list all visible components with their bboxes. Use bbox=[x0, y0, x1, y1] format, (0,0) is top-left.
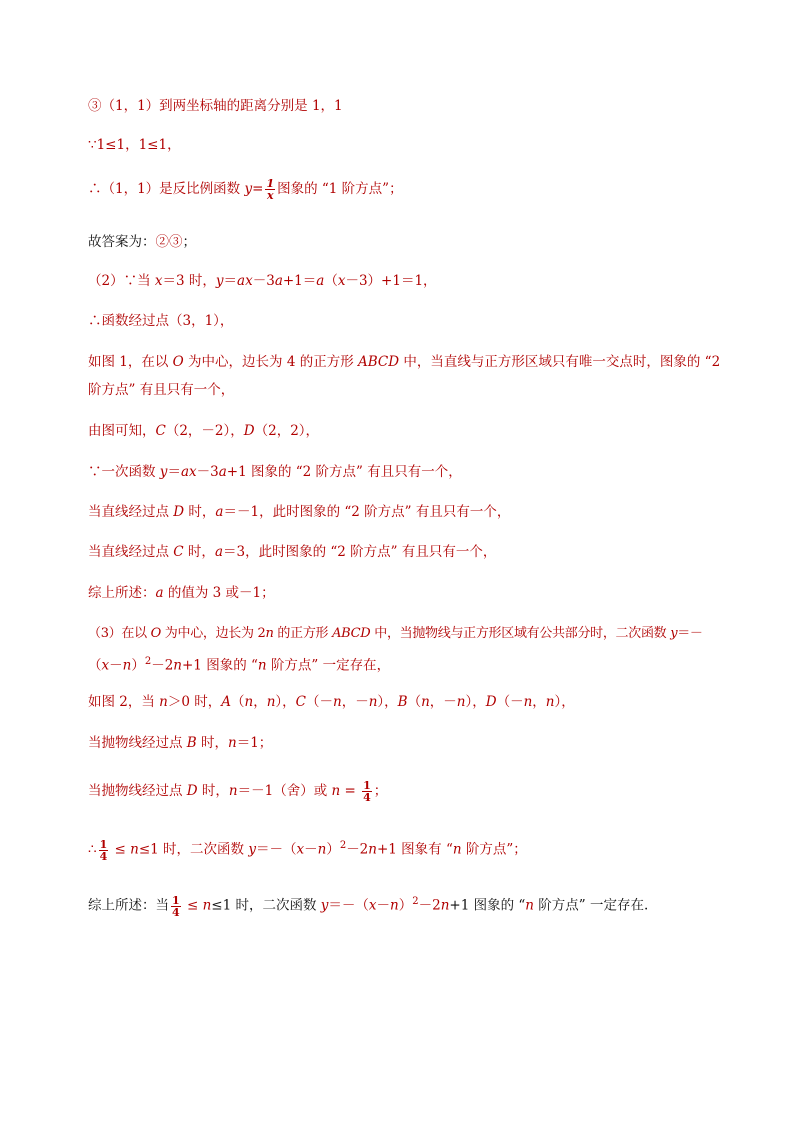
var-n: n bbox=[390, 897, 399, 914]
line-text: 当抛物线经过点 bbox=[88, 735, 187, 751]
line-text: （－ bbox=[496, 694, 524, 710]
var-n: n bbox=[173, 657, 182, 674]
line-text: ＝1； bbox=[236, 735, 273, 751]
var-n: n bbox=[130, 841, 139, 858]
line-text: －2 bbox=[418, 897, 441, 914]
equals-sign: = bbox=[252, 181, 264, 197]
fraction bbox=[171, 895, 181, 918]
line-text: （2，2）， bbox=[254, 423, 320, 439]
answer-line-answer bbox=[88, 232, 196, 252]
line-text: +1 图象的 “ bbox=[449, 897, 526, 914]
var-a: a bbox=[155, 585, 164, 601]
answer-line-through-D2 bbox=[88, 780, 387, 803]
line-text: 时， bbox=[196, 735, 229, 751]
line-text: 综上所述： bbox=[88, 585, 156, 601]
line-text: ）， bbox=[275, 694, 296, 710]
var-n: n bbox=[317, 841, 327, 858]
line-text: 阶方点” 有且只有一个， bbox=[88, 382, 235, 398]
answer-line-part3 bbox=[88, 624, 703, 644]
var-a: a bbox=[214, 544, 223, 560]
var-n: n bbox=[440, 897, 450, 914]
line-text: 阶方点” 一定存在. bbox=[533, 897, 649, 914]
line-text: ＝ bbox=[223, 273, 238, 289]
line-text: ； bbox=[182, 234, 196, 250]
var-a: a bbox=[316, 273, 325, 289]
line-text: 为中心，边长为 4 的正方形 bbox=[183, 354, 359, 370]
line-text: 时， bbox=[183, 544, 215, 560]
var-n: n bbox=[159, 694, 168, 710]
fraction-numerator: 1 bbox=[99, 837, 108, 851]
var-D: D bbox=[186, 783, 198, 799]
line-text: ≤1 时，二次函数 bbox=[138, 841, 249, 858]
exponent: 2 bbox=[144, 656, 152, 667]
var-x: x bbox=[101, 657, 110, 674]
line-text: ） bbox=[131, 657, 145, 674]
circled-number-3: ③ bbox=[88, 98, 102, 114]
line-text: ∴ bbox=[88, 841, 97, 858]
answer-line-summary-a bbox=[88, 583, 275, 603]
line-text: ＝－1（舍）或 bbox=[237, 783, 332, 799]
fraction bbox=[362, 780, 372, 803]
line-text: ∵1≤1，1≤1， bbox=[88, 137, 181, 153]
line-text: 综上所述：当 bbox=[88, 897, 169, 914]
answer-line-final-summary bbox=[88, 892, 648, 918]
line-text: ）， bbox=[377, 694, 398, 710]
fraction-numerator: 1 bbox=[172, 893, 180, 907]
line-text: 阶方点”； bbox=[461, 841, 527, 858]
var-n: n bbox=[333, 694, 342, 710]
fraction-numerator: 1 bbox=[266, 177, 275, 190]
var-n: n bbox=[265, 626, 274, 641]
line-text: 当直线经过点 bbox=[88, 544, 174, 560]
fraction-denominator: x bbox=[266, 189, 274, 202]
line-text: （ bbox=[407, 694, 422, 710]
line-text: － bbox=[304, 841, 318, 858]
var-n: n bbox=[202, 897, 212, 914]
var-n: n bbox=[456, 694, 466, 710]
line-text: ； bbox=[373, 783, 388, 799]
var-D: D bbox=[243, 423, 255, 439]
answer-line-through-B bbox=[88, 733, 272, 753]
line-text: +1 图象的 “ bbox=[182, 657, 258, 674]
var-a: a bbox=[274, 273, 283, 289]
line-text: （1，1）到两坐标轴的距离分别是 1，1 bbox=[101, 98, 343, 114]
answer-line-through-C bbox=[88, 542, 496, 562]
var-n: n bbox=[368, 694, 378, 710]
line-text: （－ bbox=[306, 694, 334, 710]
var-n: n bbox=[331, 783, 341, 799]
line-text: ＝－（ bbox=[328, 897, 369, 914]
var-O: O bbox=[172, 354, 184, 370]
line-text: 中，当抛物线与正方形区域有公共部分时，二次函数 bbox=[370, 626, 671, 641]
exponent: 2 bbox=[339, 840, 347, 851]
var-a: a bbox=[218, 464, 227, 480]
line-text: （ bbox=[231, 694, 245, 710]
var-y: y bbox=[159, 464, 168, 480]
line-text: ） bbox=[398, 897, 413, 914]
line-text: － bbox=[376, 897, 391, 914]
var-D: D bbox=[173, 504, 185, 520]
line-text: ∴函数经过点（3，1）， bbox=[88, 313, 234, 329]
line-text: （ bbox=[88, 657, 102, 674]
answer-line-point bbox=[88, 311, 233, 331]
line-text: －2 bbox=[151, 657, 174, 674]
var-y: y bbox=[248, 841, 256, 858]
var-y: y bbox=[320, 897, 329, 914]
line-text: 故答案为： bbox=[88, 234, 156, 250]
line-text: 阶方点” 一定存在， bbox=[266, 657, 391, 674]
answer-line-because bbox=[88, 135, 181, 155]
var-x: x bbox=[368, 897, 377, 914]
var-y: y bbox=[670, 626, 678, 641]
line-text: ＝3 时， bbox=[162, 273, 216, 289]
var-ABCD: ABCD bbox=[358, 354, 400, 370]
line-text: ∴（1，1）是反比例函数 bbox=[88, 181, 245, 197]
answer-line-linear bbox=[88, 462, 462, 482]
line-text: 的值为 3 或－1； bbox=[163, 585, 275, 601]
line-text: ， bbox=[532, 694, 546, 710]
fraction-numerator: 1 bbox=[363, 779, 371, 792]
fraction-denominator: 4 bbox=[99, 849, 108, 863]
answer-line-figure1 bbox=[88, 352, 720, 372]
line-text: ＞0 时， bbox=[167, 694, 222, 710]
line-text: +1 图象的 “2 阶方点” 有且只有一个， bbox=[226, 464, 462, 480]
var-ax: ax bbox=[237, 273, 253, 289]
var-O: O bbox=[150, 626, 161, 641]
answer-line-coords bbox=[88, 421, 319, 441]
var-x: x bbox=[296, 841, 305, 858]
line-text: ＝－ bbox=[677, 626, 703, 641]
var-n: n bbox=[523, 694, 533, 710]
answer-line-conclusion bbox=[88, 836, 527, 862]
var-y: y bbox=[215, 273, 224, 289]
line-text: 的正方形 bbox=[273, 626, 333, 641]
fraction-denominator: 4 bbox=[363, 791, 371, 804]
answer-choices: ②③ bbox=[155, 234, 183, 250]
line-text: ，－ bbox=[429, 694, 457, 710]
var-a: a bbox=[215, 504, 224, 520]
var-x: x bbox=[337, 273, 346, 289]
line-text: ， bbox=[253, 694, 267, 710]
line-text: 时， bbox=[197, 783, 229, 799]
answer-line-figure1-cont bbox=[88, 380, 234, 400]
line-text: －3）+1＝1， bbox=[345, 273, 437, 289]
answer-line-figure2 bbox=[88, 692, 575, 712]
var-C: C bbox=[295, 694, 307, 710]
line-text: ） bbox=[326, 841, 340, 858]
var-ABCD: ABCD bbox=[332, 626, 371, 641]
line-text: ＝ bbox=[167, 464, 181, 480]
answer-line-point3 bbox=[88, 96, 343, 116]
line-text: +1＝ bbox=[282, 273, 317, 289]
line-text: －3 bbox=[196, 464, 219, 480]
var-C: C bbox=[155, 423, 166, 439]
line-text: ＝3，此时图象的 “2 阶方点” 有且只有一个， bbox=[223, 544, 497, 560]
line-text: 如图 2，当 bbox=[88, 694, 160, 710]
line-text: （2，－2）， bbox=[165, 423, 244, 439]
line-text: － bbox=[109, 657, 123, 674]
line-text: ＝－1，此时图象的 “2 阶方点” 有且只有一个， bbox=[223, 504, 511, 520]
answer-line-through-D bbox=[88, 502, 510, 522]
var-x: x bbox=[154, 273, 163, 289]
var-n: n bbox=[525, 897, 534, 914]
var-B: B bbox=[186, 735, 197, 751]
var-n: n bbox=[122, 657, 132, 674]
line-text: （3）在以 bbox=[88, 626, 151, 641]
line-text: ≤ bbox=[182, 897, 203, 914]
line-text: 为中心，边长为 2 bbox=[160, 626, 266, 641]
answer-line-part2 bbox=[88, 271, 437, 291]
line-text: 当直线经过点 bbox=[88, 504, 174, 520]
fraction-denominator: 4 bbox=[172, 905, 180, 919]
line-text: 如图 1，在以 bbox=[88, 354, 173, 370]
var-y: y bbox=[244, 181, 253, 197]
line-text: ）， bbox=[554, 694, 575, 710]
answer-line-part3-cont bbox=[88, 652, 390, 676]
line-text: 由图可知， bbox=[88, 423, 156, 439]
var-n: n bbox=[257, 657, 267, 674]
var-n: n bbox=[244, 694, 254, 710]
var-D: D bbox=[485, 694, 497, 710]
line-text: ≤1 时，二次函数 bbox=[211, 897, 321, 914]
line-text: ＝－（ bbox=[255, 841, 297, 858]
line-text: +1 图象有 “ bbox=[376, 841, 453, 858]
var-B: B bbox=[397, 694, 408, 710]
line-text: 图象的 “1 阶方点”； bbox=[277, 181, 403, 197]
answer-line-therefore bbox=[88, 178, 403, 201]
fraction bbox=[99, 839, 109, 862]
var-ax: ax bbox=[180, 464, 197, 480]
line-text: ，－ bbox=[341, 694, 369, 710]
var-n: n bbox=[228, 735, 237, 751]
fraction bbox=[265, 178, 275, 201]
equals-sign: = bbox=[340, 783, 361, 799]
var-n: n bbox=[228, 783, 238, 799]
line-text: ）， bbox=[465, 694, 486, 710]
line-text: 中，当直线与正方形区域只有唯一交点时，图象的 “2 bbox=[399, 354, 721, 370]
line-text: ∵一次函数 bbox=[88, 464, 160, 480]
line-text: －2 bbox=[346, 841, 369, 858]
var-C: C bbox=[173, 544, 184, 560]
var-n: n bbox=[452, 841, 462, 858]
var-n: n bbox=[545, 694, 555, 710]
var-n: n bbox=[421, 694, 430, 710]
line-text: （ bbox=[324, 273, 338, 289]
line-text: 时， bbox=[184, 504, 216, 520]
line-text: （2）∵当 bbox=[88, 273, 155, 289]
line-text: 当抛物线经过点 bbox=[88, 783, 187, 799]
var-n: n bbox=[368, 841, 377, 858]
exponent: 2 bbox=[412, 896, 419, 907]
line-text: －3 bbox=[252, 273, 275, 289]
line-text: ≤ bbox=[110, 841, 131, 858]
var-A: A bbox=[221, 694, 232, 710]
var-n: n bbox=[266, 694, 276, 710]
